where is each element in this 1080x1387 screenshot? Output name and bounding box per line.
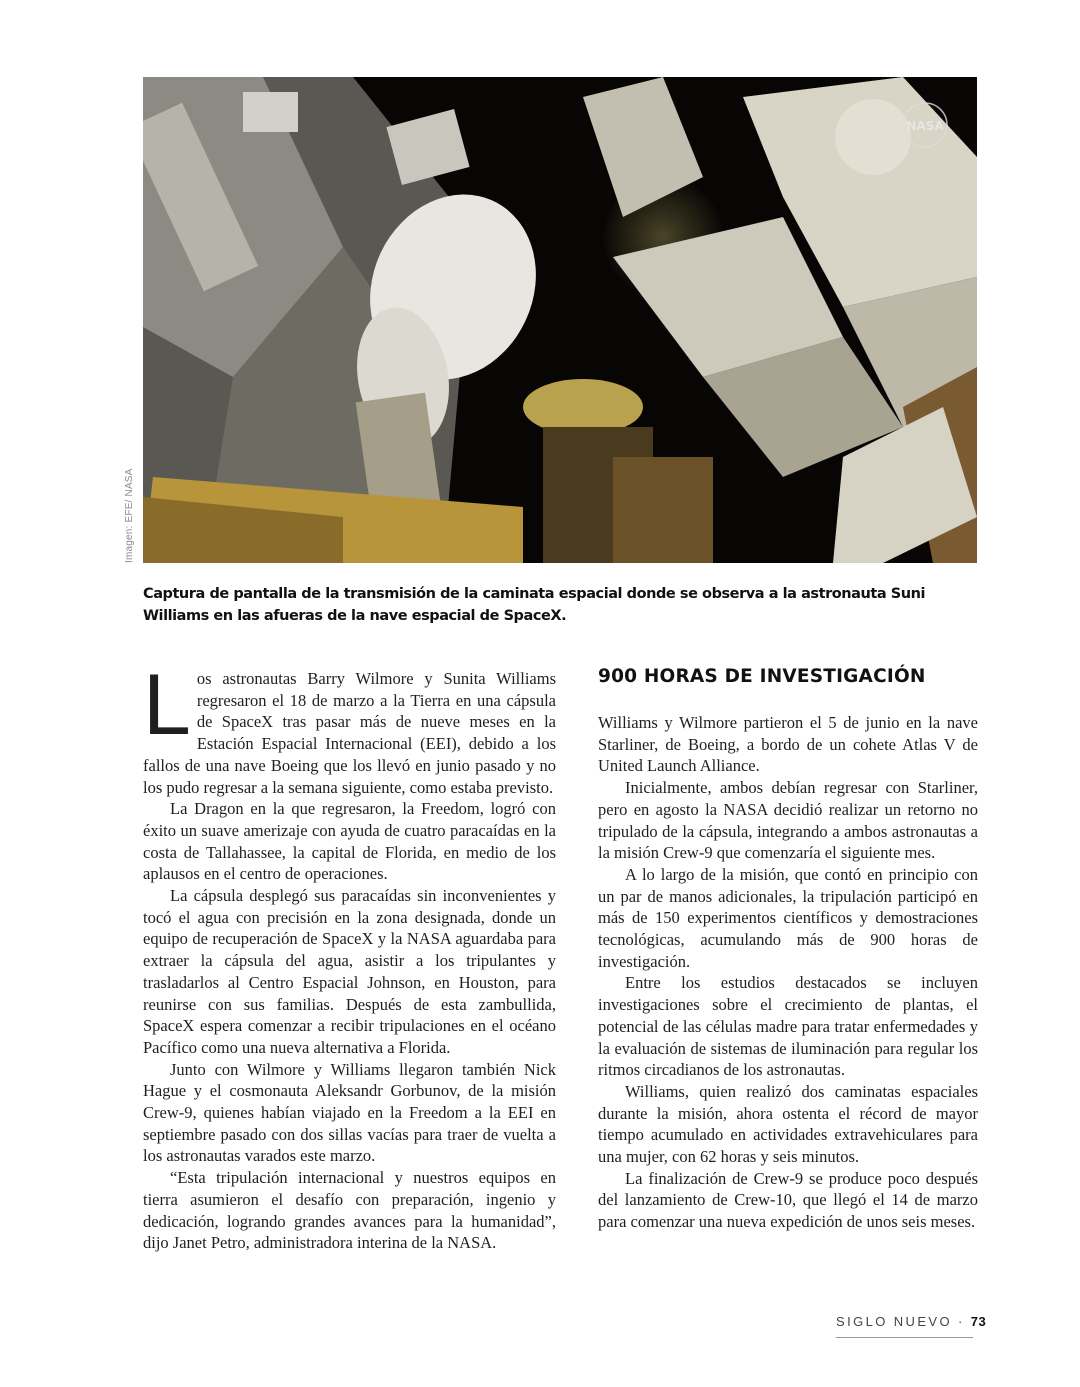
- page-footer: [836, 1314, 987, 1329]
- article-column-right: [598, 712, 978, 1233]
- footer-rule: [836, 1337, 973, 1338]
- photo-caption: Captura de pantalla de la transmisión de la caminata espacial donde se observa a la astronauta Suni Williams en las afueras de la nave espacial de SpaceX.: [143, 586, 926, 624]
- article-paragraph-10: Williams, quien realizó dos caminatas espaciales durante la misión, ahora ostenta el récord de mayor tiempo acumulado en actividades extravehiculares para una mujer, con 62 horas y seis minutos.: [598, 1081, 978, 1167]
- article-paragraph-4: Junto con Wilmore y Williams llegaron también Nick Hague y el cosmonauta Aleksandr Gorbunov, de la misión Crew-9, quienes habían viajado en la Freedom a la EEI en septiembre pasado con dos sillas vacías para traer de vuelta a los astronautas varados este marzo.: [143, 1059, 556, 1166]
- spacewalk-photo: [143, 77, 977, 563]
- article-paragraph-7: Inicialmente, ambos debían regresar con Starliner, pero en agosto la NASA decidió realizar un retorno no tripulado de la cápsula, integrando a ambos astronautas a la misión Crew-9 que comenzaría el siguiente mes.: [598, 778, 978, 863]
- article-paragraph-8: A lo largo de la misión, que contó en principio con un par de manos adicionales, la tripulación participó en más de 150 experimentos científicos y demostraciones tecnológicas, acumulando más de 900 horas de investigación.: [598, 864, 978, 971]
- article-paragraph-1: Los astronautas Barry Wilmore y Sunita Williams regresaron el 18 de marzo a la Tierra en una cápsula de SpaceX tras pasar más de nueve meses en la Estación Espacial Internacional (EEI), debido a los fallos de una nave Boeing que los llevó en junio pasado y no los pudo regresar a la semana siguiente, como estaba previsto.: [143, 657, 556, 797]
- drop-cap: L: [143, 657, 191, 753]
- page-number: 73: [970, 1314, 987, 1329]
- article-column-left: [143, 657, 556, 1254]
- article-paragraph-9: Entre los estudios destacados se incluyen investigaciones sobre el crecimiento de plantas, el potencial de las células madre para tratar enfermedades y la evaluación de sistemas de iluminación para regular los ritmos circadianos de los astronautas.: [598, 973, 978, 1080]
- section-heading: 900 HORAS DE INVESTIGACIÓN: [598, 666, 926, 687]
- magazine-name: SIGLO NUEVO: [836, 1314, 952, 1329]
- article-paragraph-3: La cápsula desplegó sus paracaídas sin inconvenientes y tocó el agua con precisión en la zona designada, donde un equipo de recuperación de SpaceX y la NASA aguardaba para extraer la cápsula del agua, asistir a los tripulantes y trasladarlos al Centro Espacial Johnson, en Houston, para reunirse con sus familias. Después de esta zambullida, SpaceX espera comenzar a recibir tripulaciones en el océano Pacífico como una nueva alternativa a Florida.: [143, 886, 556, 1057]
- svg-text:NASA: NASA: [906, 119, 944, 133]
- article-paragraph-6: Williams y Wilmore partieron el 5 de junio en la nave Starliner, de Boeing, a bordo de un cohete Atlas V de United Launch Alliance.: [598, 713, 978, 776]
- spacewalk-photo-illustration: [143, 77, 977, 563]
- article-paragraph-5: “Esta tripulación internacional y nuestros equipos en tierra asumieron el desafío con preparación, ingenio y dedicación, logrando grandes avances para la humanidad”, dijo Janet Petro, administradora interina de la NASA.: [143, 1168, 556, 1253]
- article-paragraph-11: La finalización de Crew-9 se produce poco después del lanzamiento de Crew-10, que llegó el 14 de marzo para comenzar una nueva expedición de unos seis meses.: [598, 1168, 978, 1232]
- photo-credit: Imagen: EFE/ NASA: [124, 468, 135, 563]
- footer-separator: ·: [958, 1314, 965, 1329]
- article-paragraph-2: La Dragon en la que regresaron, la Freedom, logró con éxito un suave amerizaje con ayuda de cuatro paracaídas en la costa de Tallahassee, la capital de Florida, en medio de los aplausos en el centro de operaciones.: [143, 799, 556, 884]
